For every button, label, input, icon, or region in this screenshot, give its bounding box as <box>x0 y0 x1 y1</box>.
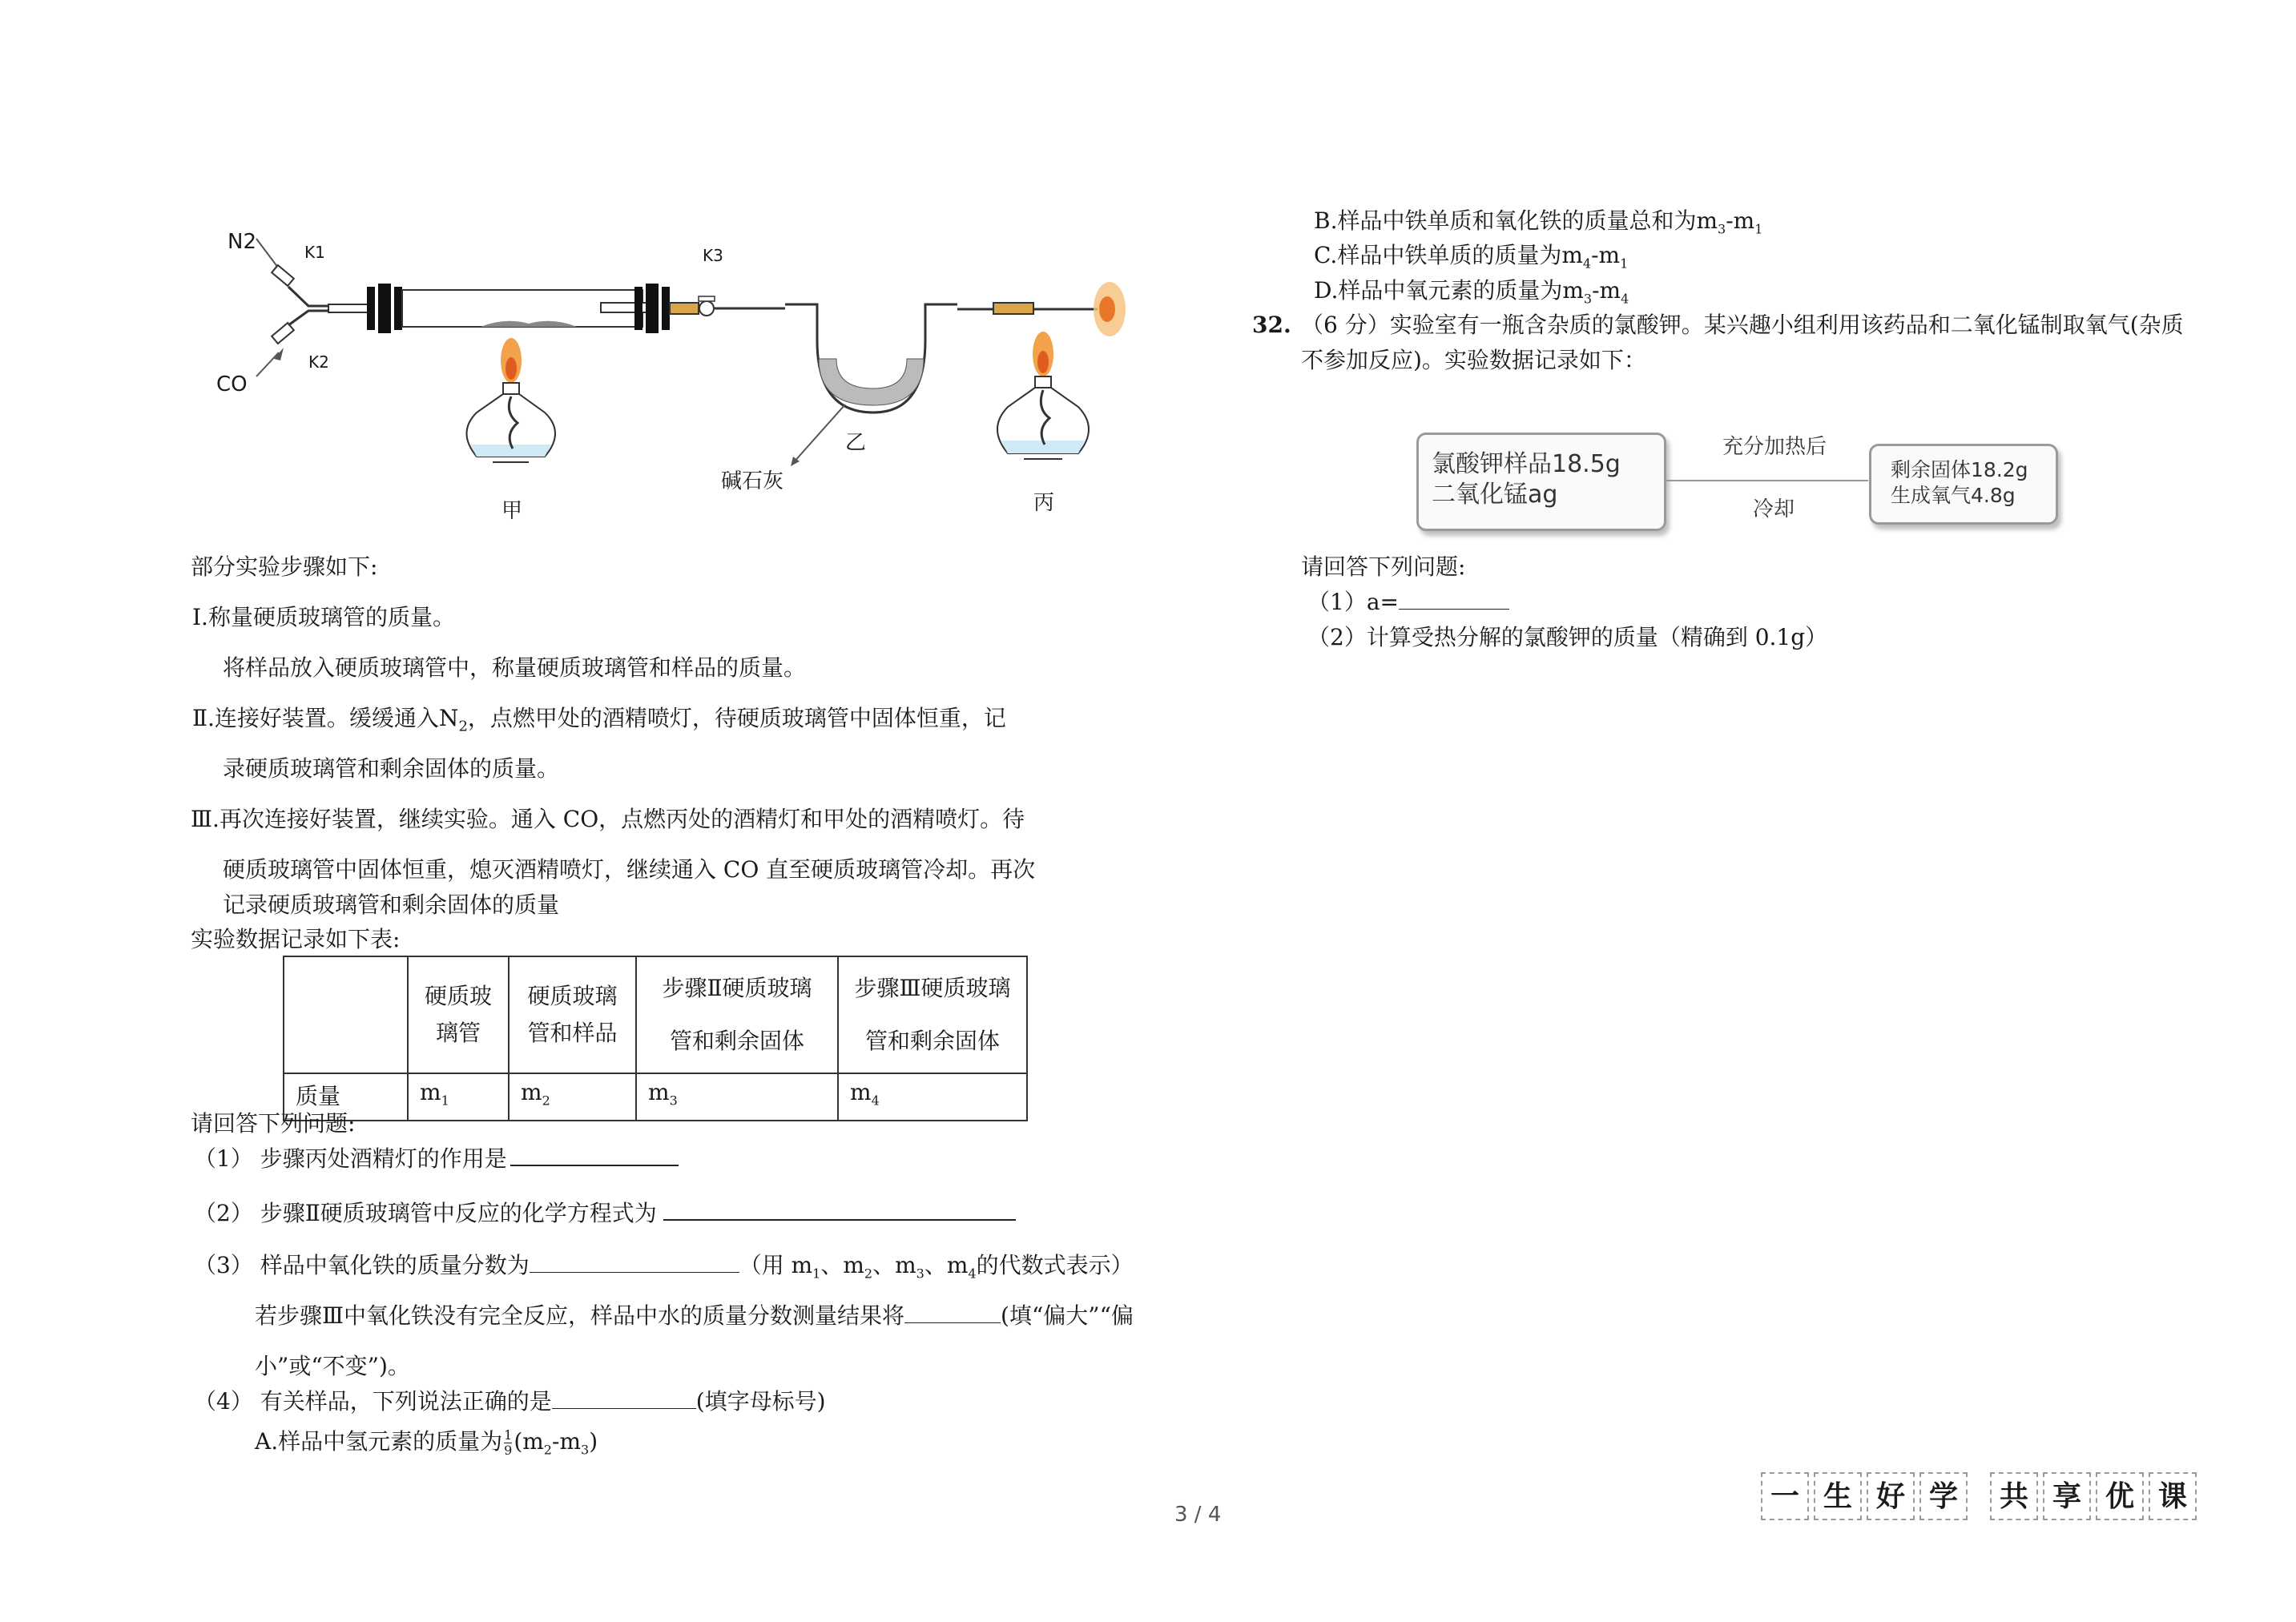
table-cell-m4: $m_4$ <box>838 1073 1027 1121</box>
flow-input-box: 氯酸钾样品18.5g 二氧化锰ag <box>1416 433 1666 531</box>
table-header-step3: 步骤Ⅲ硬质玻璃 管和剩余固体 <box>838 956 1027 1073</box>
step-1-a: Ⅰ.称量硬质玻璃管的质量。 <box>192 604 455 630</box>
option-a: A.样品中氢元素的质量为 $\frac{1}{9}$ $(m_2-m_3)$ <box>255 1427 598 1458</box>
steps-intro: 部分实验步骤如下: <box>191 553 378 580</box>
question-3: （3） 样品中氧化铁的质量分数为 （用 $m_1$、$m_2$、$m_3$、$m_4$的代数式表示） <box>194 1252 1134 1282</box>
question-32-text-2: 不参加反应)。实验数据记录如下： <box>1301 347 1646 373</box>
step-2-a: Ⅱ.连接好装置。缓缓通入$N_2$，点燃甲处的酒精喷灯，待硬质玻璃管中固体恒重，记 <box>192 705 1006 735</box>
flow-connector <box>1664 480 1868 481</box>
slogan-char: 享 <box>2043 1472 2091 1520</box>
step-3-c: 记录硬质玻璃管和剩余固体的质量 <box>223 891 560 918</box>
question-2: （2） 步骤Ⅱ硬质玻璃管中反应的化学方程式为 <box>194 1197 1016 1230</box>
flow-output-box: 剩余固体18.2g 生成氧气4.8g <box>1869 444 2058 525</box>
label-jia: 甲 <box>501 499 523 523</box>
question-32-text: （6 分）实验室有一瓶含杂质的氯酸钾。某兴趣小组利用该药品和二氧化锰制取氧气(杂质 <box>1301 312 2184 338</box>
label-k1: K1 <box>304 243 325 262</box>
table-header-tube: 硬质玻 璃管 <box>408 956 509 1073</box>
slogan-char: 一 <box>1761 1472 1809 1520</box>
slogan-char: 优 <box>2096 1472 2144 1520</box>
table-header-tube-sample: 硬质玻璃 管和样品 <box>509 956 636 1073</box>
questions-intro: 请回答下列问题: <box>191 1110 356 1137</box>
answer-blank-2[interactable] <box>663 1198 1016 1221</box>
label-bing: 丙 <box>1033 491 1055 515</box>
question-1: （1） 步骤丙处酒精灯的作用是 <box>194 1143 679 1175</box>
answer-blank-1[interactable] <box>510 1144 679 1166</box>
slogan-char: 学 <box>1919 1472 1968 1520</box>
slogan-char: 共 <box>1990 1472 2038 1520</box>
answer-blank-4[interactable] <box>552 1387 696 1409</box>
right-question-2: （2）计算受热分解的氯酸钾的质量（精确到 0.1g） <box>1307 624 1828 650</box>
question-3-part3: 小”或“不变”)。 <box>255 1353 410 1379</box>
answer-blank-3b[interactable] <box>904 1302 1001 1323</box>
slogan-char: 生 <box>1814 1472 1862 1520</box>
right-question-1: （1）a= <box>1307 586 1509 618</box>
step-2-b: 录硬质玻璃管和剩余固体的质量。 <box>223 755 560 782</box>
label-soda-lime: 碱石灰 <box>721 469 784 493</box>
table-intro: 实验数据记录如下表: <box>191 926 401 952</box>
right-questions-intro: 请回答下列问题: <box>1301 553 1466 580</box>
step-3-b: 硬质玻璃管中固体恒重，熄灭酒精喷灯，继续通入 CO 直至硬质玻璃管冷却。再次 <box>223 856 1036 883</box>
answer-blank-3[interactable] <box>530 1251 739 1273</box>
table-cell-m1: $m_1$ <box>408 1073 509 1121</box>
slogan-char: 好 <box>1867 1472 1915 1520</box>
flow-bottom-label: 冷却 <box>1753 497 1795 521</box>
option-b: B.样品中铁单质和氧化铁的质量总和为$m_3-m_1$ <box>1314 207 1763 237</box>
label-yi: 乙 <box>845 431 867 455</box>
question-3-part2: 若步骤Ⅲ中氧化铁没有完全反应，样品中水的质量分数测量结果将 (填“偏大”“偏 <box>255 1302 1134 1329</box>
table-header-step2: 步骤Ⅱ硬质玻璃 管和剩余固体 <box>636 956 838 1073</box>
slogan-char: 课 <box>2149 1472 2197 1520</box>
table-cell-m3: $m_3$ <box>636 1073 838 1121</box>
page-number: 3 / 4 <box>1174 1503 1222 1527</box>
question-4: （4） 有关样品，下列说法正确的是 (填字母标号) <box>194 1388 826 1415</box>
table-row-label: 质量 <box>284 1073 408 1121</box>
step-3-a: Ⅲ.再次连接好装置，继续实验。通入 CO，点燃丙处的酒精灯和甲处的酒精喷灯。待 <box>191 806 1025 832</box>
option-c: C.样品中铁单质的质量为$m_4-m_1$ <box>1314 242 1629 272</box>
flow-top-label: 充分加热后 <box>1722 435 1827 459</box>
data-table <box>283 956 1028 1121</box>
label-k2: K2 <box>308 352 329 372</box>
footer-slogan <box>1761 1472 2201 1520</box>
table-cell-m2: $m_2$ <box>509 1073 636 1121</box>
option-d: D.样品中氧元素的质量为$m_3-m_4$ <box>1314 277 1629 307</box>
label-n2: N2 <box>228 230 256 254</box>
step-1-b: 将样品放入硬质玻璃管中，称量硬质玻璃管和样品的质量。 <box>223 654 807 681</box>
apparatus-diagram <box>208 216 1138 537</box>
table-corner <box>284 956 408 1073</box>
label-k3: K3 <box>703 246 723 265</box>
label-co: CO <box>216 372 248 396</box>
question-32-number: 32. <box>1252 312 1291 338</box>
answer-blank-a[interactable] <box>1399 588 1509 610</box>
